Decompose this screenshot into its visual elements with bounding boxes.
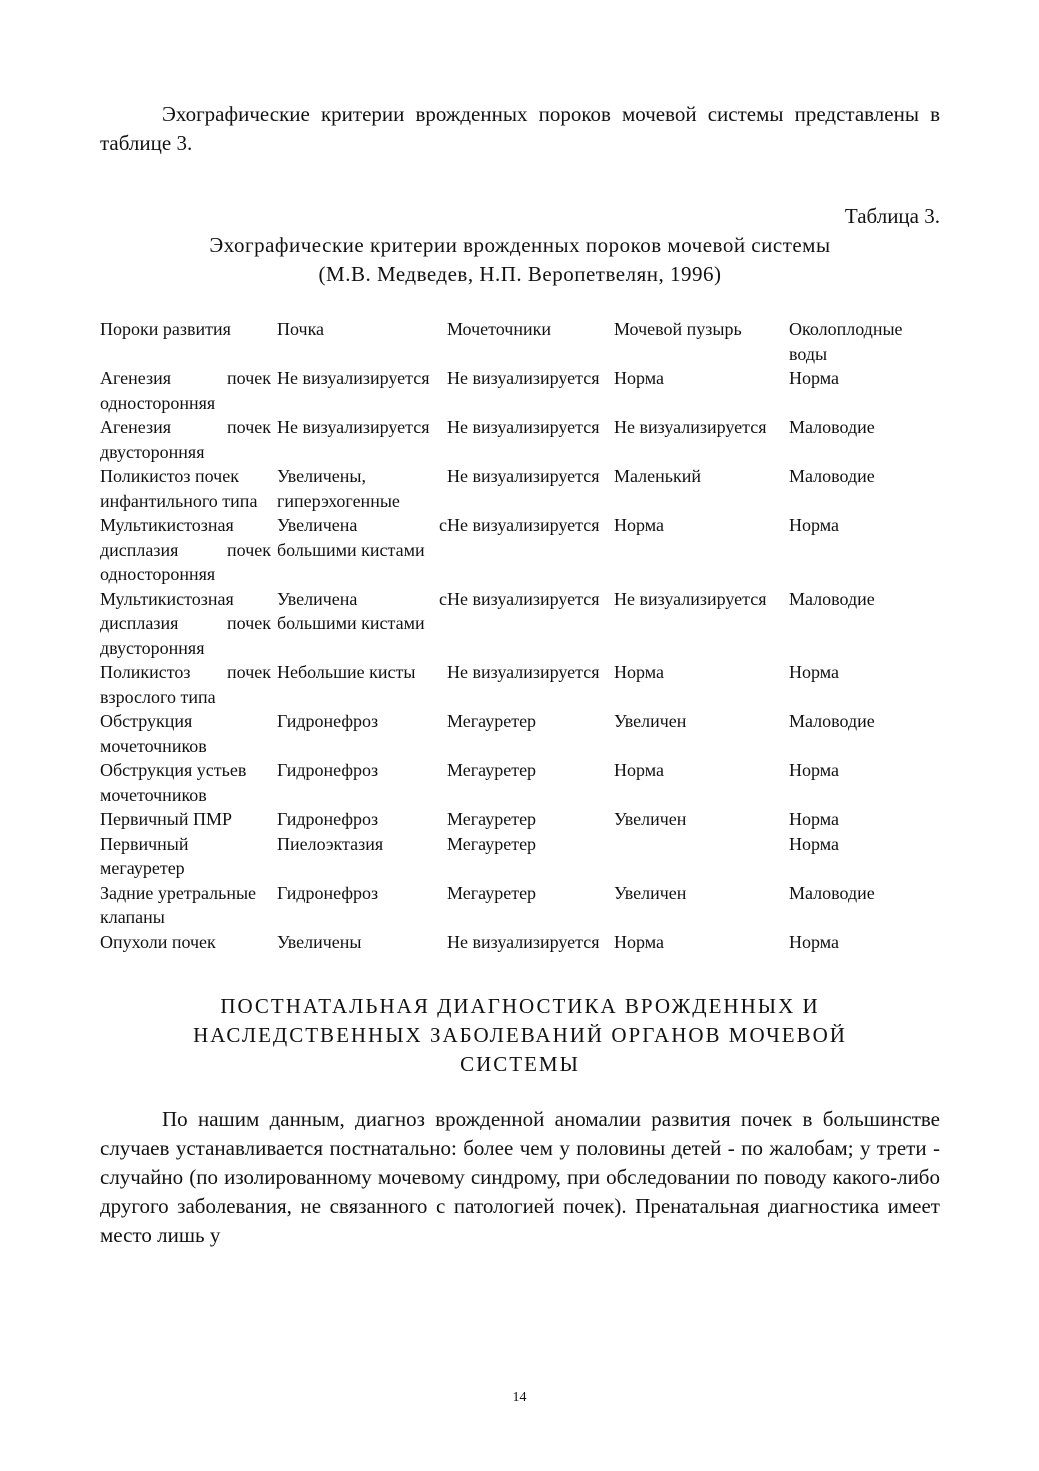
table-cell: Не визуализируется [447,515,600,535]
table-cell: Увеличен [614,882,687,903]
table-cell: Обструкция мочеточников [100,711,207,756]
table-row [100,832,940,881]
table-row [100,415,940,464]
table-cell: Норма [789,662,839,682]
table-cell: Первичный мегауретер [100,833,189,878]
table-cell: Увеличен [614,809,687,829]
table-cell: Не визуализируется [614,417,767,437]
table-cell: Увеличены, гиперэхогенные [277,466,400,511]
header-cell: Мочеточники [447,319,551,339]
section-heading-line2: НАСЛЕДСТВЕННЫХ ЗАБОЛЕВАНИЙ ОРГАНОВ МОЧЕВОЙ [193,1023,847,1047]
table-cell: Поликистоз почек взрослого типа [100,662,271,707]
table-row [100,587,940,661]
table-cell: Мегауретер [447,809,537,829]
table-row [100,807,940,832]
table-cell: Норма [614,662,664,682]
table-cell: Поликистоз почек инфантильного типа [100,466,258,511]
table-cell: Агенезия почек двусторонняя [100,417,271,462]
table-row [100,709,940,758]
table-cell: Обструкция устьев мочеточников [100,760,247,805]
header-cell: Почка [277,319,325,339]
document-page [100,100,940,1250]
table-cell: Не визуализируется [614,588,767,609]
table-cell: Не визуализируется [447,588,600,609]
table-cell: Увеличена с большими кистами [277,515,447,560]
table-cell: Маловодие [789,711,875,731]
section-heading-line3: СИСТЕМЫ [460,1052,580,1076]
table-cell: Мультикистозная дисплазия почек двусторонняя [100,588,271,658]
table-cell: Мегауретер [447,833,537,854]
table-cell: Мегауретер [447,760,537,780]
table-cell: Задние уретральные клапаны [100,882,257,927]
table-cell: Агенезия почек односторонняя [100,368,271,413]
table-title-line2: (М.В. Медведев, Н.П. Веропетвелян, 1996) [318,262,722,286]
table-cell: Пиелоэктазия [277,833,384,854]
table-header-row [100,317,940,366]
table-row [100,513,940,587]
table-cell: Не визуализируется [277,368,430,388]
table-cell: Не визуализируется [447,662,600,682]
table-cell: Норма [789,368,839,388]
header-cell: Пороки развития [100,319,231,339]
intro-paragraph: Эхографические критерии врожденных пороков мочевой системы представлены в таблице 3. [100,102,940,155]
table-cell: Мультикистозная дисплазия почек односторонняя [100,515,271,584]
table-cell: Увеличен [614,711,687,731]
criteria-table [100,317,940,954]
table-cell: Норма [789,760,839,780]
table-label: Таблица 3. [844,204,940,228]
table-cell: Маловодие [789,588,875,609]
table-cell: Мегауретер [447,711,537,731]
table-cell: Небольшие кисты [277,662,416,682]
table-cell: Не визуализируется [447,368,600,388]
table-cell: Норма [789,833,839,854]
table-cell: Норма [614,368,664,388]
table-cell: Первичный ПМР [100,809,233,829]
table-cell: Маловодие [789,417,875,437]
header-cell: Мочевой пузырь [614,319,742,339]
header-cell: Околоплодные воды [789,319,903,364]
table-cell: Опухоли почек [100,931,216,952]
section-heading [100,992,940,1079]
table-row [100,881,940,930]
table-cell: Маленький [614,466,701,486]
table-cell: Мегауретер [447,882,537,903]
table-row [100,930,940,955]
page-number: 14 [512,1390,527,1405]
table-cell: Гидронефроз [277,711,379,731]
table-cell: Не визуализируется [447,931,600,952]
table-title-line1: Эхографические критерии врожденных пороков мочевой системы [209,233,831,257]
table-row [100,464,940,513]
table-row [100,660,940,709]
table-cell: Норма [789,931,839,952]
table-cell: Норма [614,760,664,780]
table-cell: Маловодие [789,882,875,903]
table-cell: Увеличены [277,931,362,952]
table-row [100,366,940,415]
table-cell: Норма [614,515,664,535]
table-cell: Норма [789,809,839,829]
table-cell: Гидронефроз [277,760,379,780]
table-cell: Увеличена с большими кистами [277,588,447,633]
section-heading-line1: ПОСТНАТАЛЬНАЯ ДИАГНОСТИКА ВРОЖДЕННЫХ И [220,994,820,1018]
table-cell: Норма [789,515,839,535]
table-cell: Не визуализируется [277,417,430,437]
table-cell [614,832,789,881]
table-cell: Гидронефроз [277,882,379,903]
table-cell: Гидронефроз [277,809,379,829]
table-cell: Не визуализируется [447,466,600,486]
table-row [100,758,940,807]
table-cell: Не визуализируется [447,417,600,437]
table-cell: Маловодие [789,466,875,486]
body-paragraph: По нашим данным, диагноз врожденной аномалии развития почек в большинстве случаев устанавливается постнатально: более чем у половины детей - по жалобам; у трети - случайно (по изолированному мочевому синдрому, при обследовании по поводу какого-либо другого заболевания, не связанного с патологией почек). Пренатальная диагностика имеет место лишь у [100,1107,940,1247]
table-cell: Норма [614,931,664,952]
